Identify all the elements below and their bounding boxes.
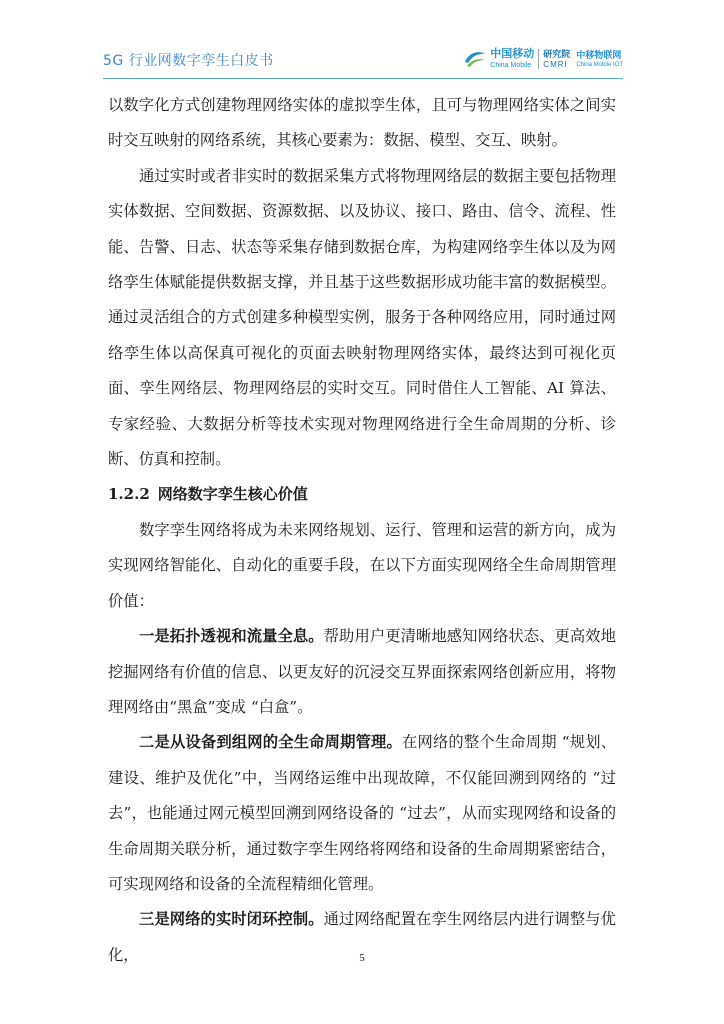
- paragraph-5: [108, 725, 616, 902]
- cmri-logo: [543, 50, 570, 69]
- logo-divider: [538, 49, 539, 69]
- paragraph-5-text: 在网络的整个生命周期 “规划、建设、维护及优化”中，当网络运维中出现故障，不仅能回溯到网络的 “过去”，也能通过网元模型回溯到网络设备的 “过去”，从而实现网络和设备的生命周期关联分析，通过数字孪生网络将网络和设备的生命周期紧密结合，可实现网络和设备的全流程精细化管理。: [108, 733, 616, 893]
- paragraph-2: 通过实时或者非实时的数据采集方式将物理网络层的数据主要包括物理实体数据、空间数据、资源数据、以及协议、接口、路由、信令、流程、性能、告警、日志、状态等采集存储到数据仓库，为构建网络孪生体以及为网络孪生体赋能提供数据支撑，并且基于这些数据形成功能丰富的数据模型。通过灵活组合的方式创建多种模型实例，服务于各种网络应用，同时通过网络孪生体以高保真可视化的页面去映射物理网络实体，最终达到可视化页面、孪生网络层、物理网络层的实时交互。同时借住人工智能、AI 算法、专家经验、大数据分析等技术实现对物理网络进行全生命周期的分析、诊断、仿真和控制。: [108, 166, 616, 469]
- iot-en: China Mobile IOT: [576, 61, 623, 68]
- paragraph-6-text: 通过网络配置在孪生网络层内进行调整与优化，: [108, 910, 616, 964]
- paragraph-3: 数字孪生网络将成为未来网络规划、运行、管理和运营的新方向，成为实现网络智能化、自动化的重要手段，在以下方面实现网络全生命周期管理价值：: [108, 520, 616, 610]
- paragraph-1: 以数字化方式创建物理网络实体的虚拟孪生体，且可与物理网络实体之间实时交互映射的网络系统，其核心要素为：数据、模型、交互、映射。: [108, 96, 616, 150]
- paragraph-6-lead: 三是网络的实时闭环控制。: [139, 910, 324, 929]
- header-logos: [463, 44, 623, 74]
- china-mobile-logo-text: [490, 49, 534, 69]
- page-body: [108, 88, 616, 973]
- page-number: 5: [359, 952, 365, 964]
- paragraph-4-lead: 一是拓扑透视和流量全息。: [139, 627, 324, 646]
- header-rule: [103, 78, 623, 79]
- cmri-en: CMRI: [543, 59, 568, 69]
- section-title: 网络数字孪生核心价值: [157, 485, 308, 504]
- header-title: 5G 行业网数字孪生白皮书: [103, 53, 274, 69]
- paragraph-4: [108, 619, 616, 725]
- page-header: [103, 44, 623, 78]
- section-number: 1.2.2: [108, 485, 150, 504]
- china-mobile-iot-logo: [576, 51, 623, 68]
- iot-cn: 中移物联网: [576, 49, 622, 60]
- china-mobile-logo-icon: [463, 48, 487, 70]
- section-heading: [108, 477, 616, 512]
- paragraph-5-lead: 二是从设备到组网的全生命周期管理。: [139, 733, 403, 752]
- cmri-cn: 研究院: [543, 48, 571, 59]
- paragraph-4-text: 帮助用户更清晰地感知网络状态、更高效地挖掘网络有价值的信息、以更友好的沉浸交互界面探索网络创新应用，将物理网络由“黑盒”变成 “白盒”。: [108, 627, 616, 716]
- china-mobile-en: China Mobile: [490, 62, 532, 69]
- china-mobile-cn: 中国移动: [490, 48, 535, 60]
